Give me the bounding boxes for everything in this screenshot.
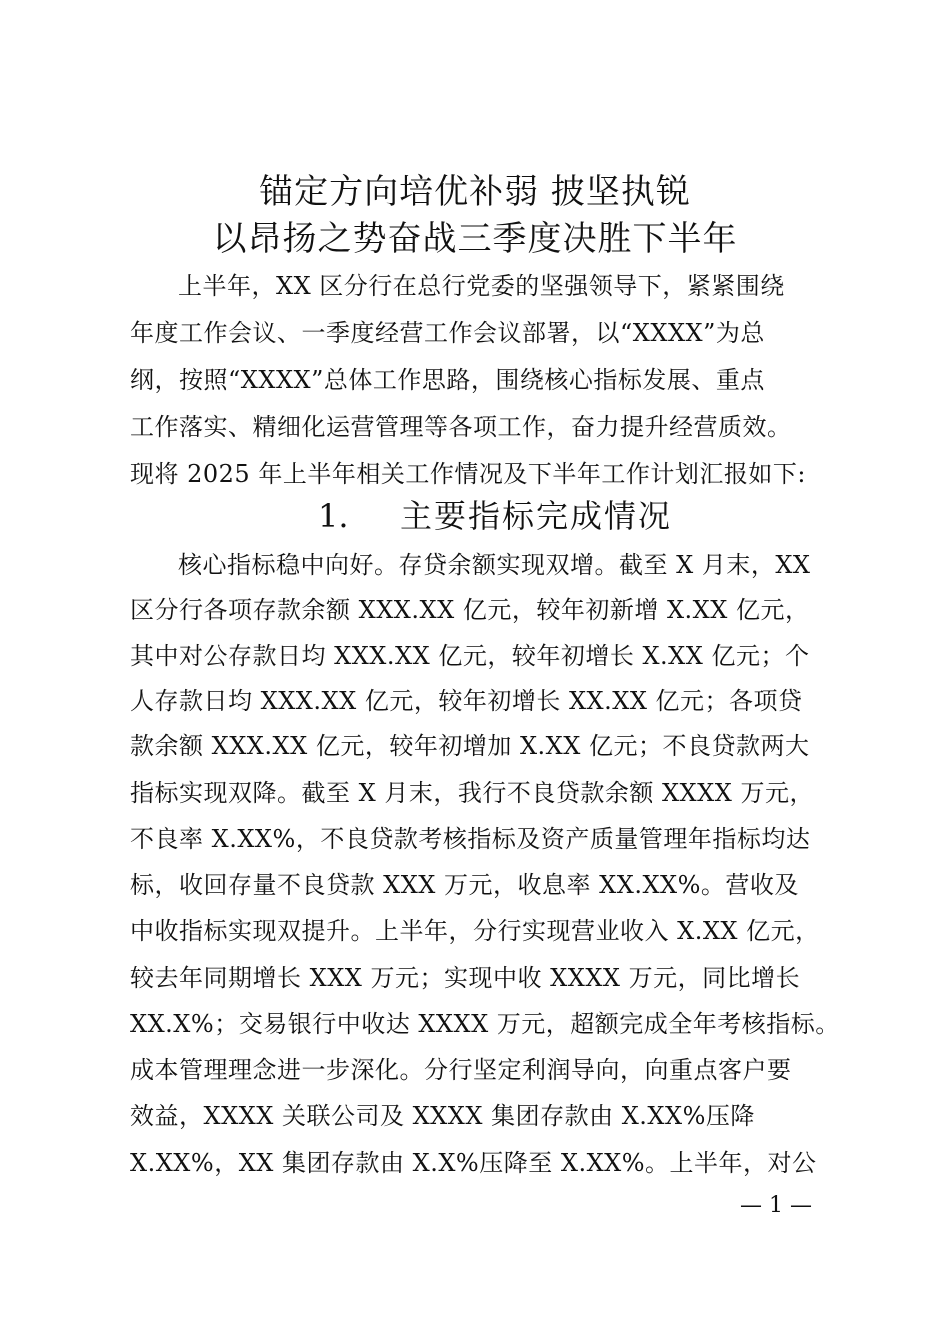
section-paragraph-line: 款余额 XXX.XX 亿元，较年初增加 X.XX 亿元；不良贷款两大 xyxy=(130,732,810,760)
section-paragraph-line: 较去年同期增长 XXX 万元；实现中收 XXXX 万元，同比增长 xyxy=(130,964,801,992)
intro-paragraph-line: 上半年，XX 区分行在总行党委的坚强领导下，紧紧围绕 xyxy=(178,272,785,300)
intro-paragraph-line: 现将 2025 年上半年相关工作情况及下半年工作计划汇报如下: xyxy=(130,460,806,488)
intro-paragraph-line: 年度工作会议、一季度经营工作会议部署，以“XXXX”为总 xyxy=(130,319,765,347)
section-paragraph-line: 标，收回存量不良贷款 XXX 万元，收息率 XX.XX%。营收及 xyxy=(130,871,799,899)
section-paragraph-line: 指标实现双降。截至 X 月末，我行不良贷款余额 XXXX 万元， xyxy=(130,779,814,807)
section-paragraph-line: X.XX%，XX 集团存款由 X.X%压降至 X.XX%。上半年，对公 xyxy=(130,1149,817,1177)
section-paragraph-line: 核心指标稳中向好。存贷余额实现双增。截至 X 月末，XX xyxy=(178,551,811,579)
section-paragraph-line: 不良率 X.XX%，不良贷款考核指标及资产质量管理年指标均达 xyxy=(130,825,811,853)
section-paragraph-line: 人存款日均 XXX.XX 亿元，较年初增长 XX.XX 亿元；各项贷 xyxy=(130,687,803,715)
page-number: — 1 — xyxy=(740,1193,812,1218)
section-paragraph-line: XX.X%；交易银行中收达 XXXX 万元，超额完成全年考核指标。 xyxy=(130,1010,840,1038)
section-paragraph-line: 效益，XXXX 关联公司及 XXXX 集团存款由 X.XX%压降 xyxy=(130,1102,755,1130)
section-paragraph-line: 成本管理理念进一步深化。分行坚定利润导向，向重点客户要 xyxy=(130,1056,792,1084)
document-title-line-2: 以昂扬之势奋战三季度决胜下半年 xyxy=(212,219,738,259)
section-paragraph-line: 中收指标实现双提升。上半年，分行实现营业收入 X.XX 亿元， xyxy=(130,917,820,945)
section-paragraph-line: 区分行各项存款余额 XXX.XX 亿元，较年初新增 X.XX 亿元， xyxy=(130,596,810,624)
section-title: 主要指标完成情况 xyxy=(400,497,673,535)
intro-paragraph-line: 纲，按照“XXXX”总体工作思路，围绕核心指标发展、重点 xyxy=(130,366,765,394)
section-paragraph-line: 其中对公存款日均 XXX.XX 亿元，较年初增长 X.XX 亿元；个 xyxy=(130,642,810,670)
intro-paragraph-line: 工作落实、精细化运营管理等各项工作，奋力提升经营质效。 xyxy=(130,413,792,441)
document-title-line-1: 锚定方向培优补弱 披坚执锐 xyxy=(259,172,691,212)
section-heading xyxy=(0,494,950,538)
section-number: 1. xyxy=(318,497,349,535)
